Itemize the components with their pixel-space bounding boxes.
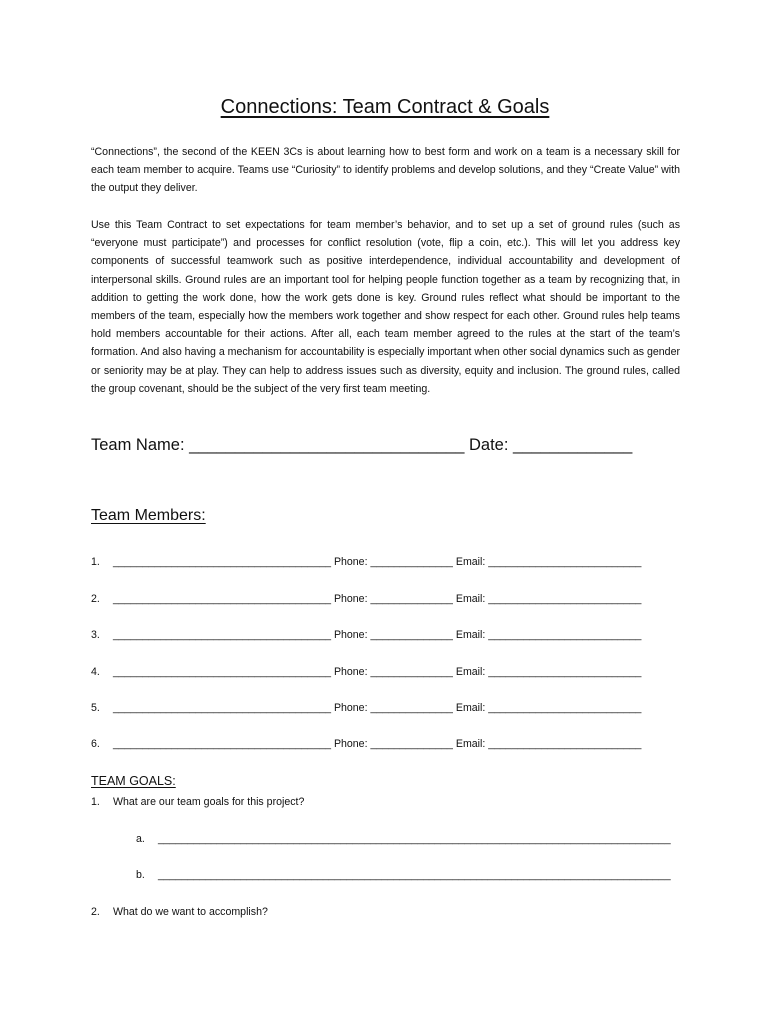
member-fields: _____________________________________ Phone: ______________ Email: __________________________ (113, 738, 642, 750)
member-number: 1. (91, 556, 100, 568)
member-fields: _____________________________________ Phone: ______________ Email: __________________________ (113, 666, 642, 678)
member-fields: _____________________________________ Phone: ______________ Email: __________________________ (113, 702, 642, 714)
intro-paragraph: “Connections”, the second of the KEEN 3Cs is about learning how to best form and work on a team is a necessary skill for each team member to acquire. Teams use “Curiosity” to identify problems and develop solutions, and they “Create Value” with the output they deliver. (91, 146, 680, 195)
question-text: What do we want to accomplish? (113, 906, 268, 918)
team-goals-heading: TEAM GOALS: (91, 774, 176, 788)
member-fields: _____________________________________ Phone: ______________ Email: __________________________ (113, 556, 642, 568)
answer-blank: _______________________________________________________________________________________ (158, 869, 671, 881)
member-number: 6. (91, 738, 100, 750)
sub-item-letter: b. (136, 869, 145, 881)
question-number: 1. (91, 796, 100, 808)
question-text: What are our team goals for this project? (113, 796, 305, 808)
team-name-date-line: Team Name: ______________________________ Date: _____________ (91, 436, 633, 454)
sub-item-letter: a. (136, 833, 145, 845)
member-number: 4. (91, 666, 100, 678)
member-fields: _____________________________________ Phone: ______________ Email: __________________________ (113, 629, 642, 641)
team-members-heading: Team Members: (91, 507, 206, 524)
member-number: 5. (91, 702, 100, 714)
member-number: 2. (91, 593, 100, 605)
page-title: Connections: Team Contract & Goals (220, 96, 550, 118)
member-number: 3. (91, 629, 100, 641)
answer-blank: _______________________________________________________________________________________ (158, 833, 671, 845)
ground-rules-paragraph: Use this Team Contract to set expectations for team member’s behavior, and to set up a set of ground rules (such as “everyone must participate”) and processes for conflict resolution (vote, flip a coin, etc.). This will let you address key components of successful teamwork such as positive interdependence, individual accountability and development of interpersonal skills. Ground rules are an important tool for helping people function together as a team by recognizing that, in addition to getting the work done, how the work gets done is key. Ground rules reflect what should be important to the members of the team, especially how the members work together and show respect for each other. Ground rules help teams hold members accountable for their actions. After all, each team member agreed to the rules at the start of the team’s formation. And also having a mechanism for accountability is especially important when other social dynamics such as gender or seniority may be at play. They can help to address issues such as diversity, equity and inclusion. The ground rules, called the group covenant, should be the subject of the very first team meeting. (91, 219, 680, 395)
question-number: 2. (91, 906, 100, 918)
member-fields: _____________________________________ Phone: ______________ Email: __________________________ (113, 593, 642, 605)
